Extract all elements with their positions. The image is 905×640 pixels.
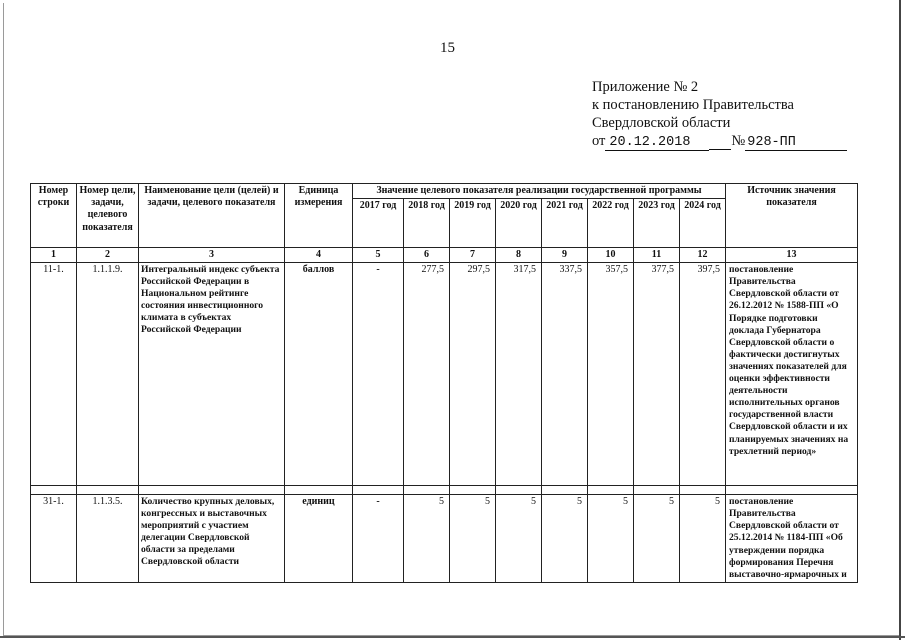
- table-row: [31, 495, 858, 583]
- value-cell: 5: [680, 495, 726, 583]
- indicators-table: [30, 183, 858, 583]
- value-cell: -: [353, 495, 404, 583]
- header-unit: Единица измерения: [285, 184, 353, 248]
- row-number: 11-1.: [31, 263, 77, 486]
- appendix-header: [592, 78, 847, 151]
- value-cell: 317,5: [496, 263, 542, 486]
- value-cell: 297,5: [450, 263, 496, 486]
- row-number: 31-1.: [31, 495, 77, 583]
- value-cell: 357,5: [588, 263, 634, 486]
- column-number: 8: [496, 248, 542, 263]
- value-cell: 5: [634, 495, 680, 583]
- column-number-row: [31, 248, 858, 263]
- from-label: от: [592, 133, 606, 149]
- value-cell: 397,5: [680, 263, 726, 486]
- unit-cell: баллов: [285, 263, 353, 486]
- indicator-name: Интегральный индекс субъекта Российской Федерации в Национальном рейтинге состояния инвестиционного климата в субъектах Российской Федерации: [139, 263, 285, 486]
- value-cell: -: [353, 263, 404, 486]
- header-year: 2019 год: [450, 199, 496, 248]
- header-year: 2018 год: [404, 199, 450, 248]
- column-number: 11: [634, 248, 680, 263]
- goal-number: 1.1.1.9.: [77, 263, 139, 486]
- appendix-date-line: [592, 132, 847, 151]
- number-label: №: [731, 133, 746, 149]
- header-year: 2020 год: [496, 199, 542, 248]
- column-number: 4: [285, 248, 353, 263]
- value-cell: 337,5: [542, 263, 588, 486]
- table-row: [31, 263, 858, 486]
- header-name: Наименование цели (целей) и задачи, целевого показателя: [139, 184, 285, 248]
- column-number: 12: [680, 248, 726, 263]
- header-row-number: Номер строки: [31, 184, 77, 248]
- header-year: 2024 год: [680, 199, 726, 248]
- unit-cell: единиц: [285, 495, 353, 583]
- decree-date: 20.12.2018: [605, 135, 709, 151]
- value-cell: 5: [496, 495, 542, 583]
- value-cell: 5: [542, 495, 588, 583]
- column-number: 9: [542, 248, 588, 263]
- value-cell: 5: [450, 495, 496, 583]
- column-number: 13: [726, 248, 858, 263]
- column-number: 1: [31, 248, 77, 263]
- header-row-1: [31, 184, 858, 199]
- header-values-group: Значение целевого показателя реализации государственной программы: [353, 184, 726, 199]
- column-number: 2: [77, 248, 139, 263]
- value-cell: 277,5: [404, 263, 450, 486]
- column-number: 5: [353, 248, 404, 263]
- page-number: 15: [440, 40, 455, 56]
- source-cell: постановление Правительства Свердловской области от 25.12.2014 № 1184-ПП «Об утверждении порядка формирования Перечня выставочно-ярмарочных и: [726, 495, 858, 583]
- column-number: 6: [404, 248, 450, 263]
- value-cell: 377,5: [634, 263, 680, 486]
- value-cell: 5: [404, 495, 450, 583]
- date-underline-gap: [709, 134, 731, 150]
- appendix-decree-line: к постановлению Правительства: [592, 97, 794, 113]
- row-separator: [31, 486, 858, 495]
- header-year: 2021 год: [542, 199, 588, 248]
- value-cell: 5: [588, 495, 634, 583]
- indicator-name: Количество крупных деловых, конгрессных и выставочных мероприятий с участием делегации Свердловской области за пределами Свердловской области: [139, 495, 285, 583]
- appendix-region-line: Свердловской области: [592, 115, 731, 131]
- source-cell: постановление Правительства Свердловской области от 26.12.2012 № 1588-ПП «О Порядке подготовки доклада Губернатора Свердловской области о фактически достигнутых значениях показателей для оценки эффективности деятельности исполнительных органов государственной власти Свердловской области и их планируемых значениях на трехлетний период»: [726, 263, 858, 486]
- header-year: 2023 год: [634, 199, 680, 248]
- header-year: 2017 год: [353, 199, 404, 248]
- scan-edge-bottom: [0, 636, 905, 638]
- decree-number: 928-ПП: [745, 135, 847, 151]
- column-number: 10: [588, 248, 634, 263]
- goal-number: 1.1.3.5.: [77, 495, 139, 583]
- header-goal-number: Номер цели, задачи, целевого показателя: [77, 184, 139, 248]
- scan-edge-right: [899, 0, 901, 640]
- column-number: 3: [139, 248, 285, 263]
- header-source: Источник значения показателя: [726, 184, 858, 248]
- appendix-title: Приложение № 2: [592, 79, 699, 95]
- column-number: 7: [450, 248, 496, 263]
- header-year: 2022 год: [588, 199, 634, 248]
